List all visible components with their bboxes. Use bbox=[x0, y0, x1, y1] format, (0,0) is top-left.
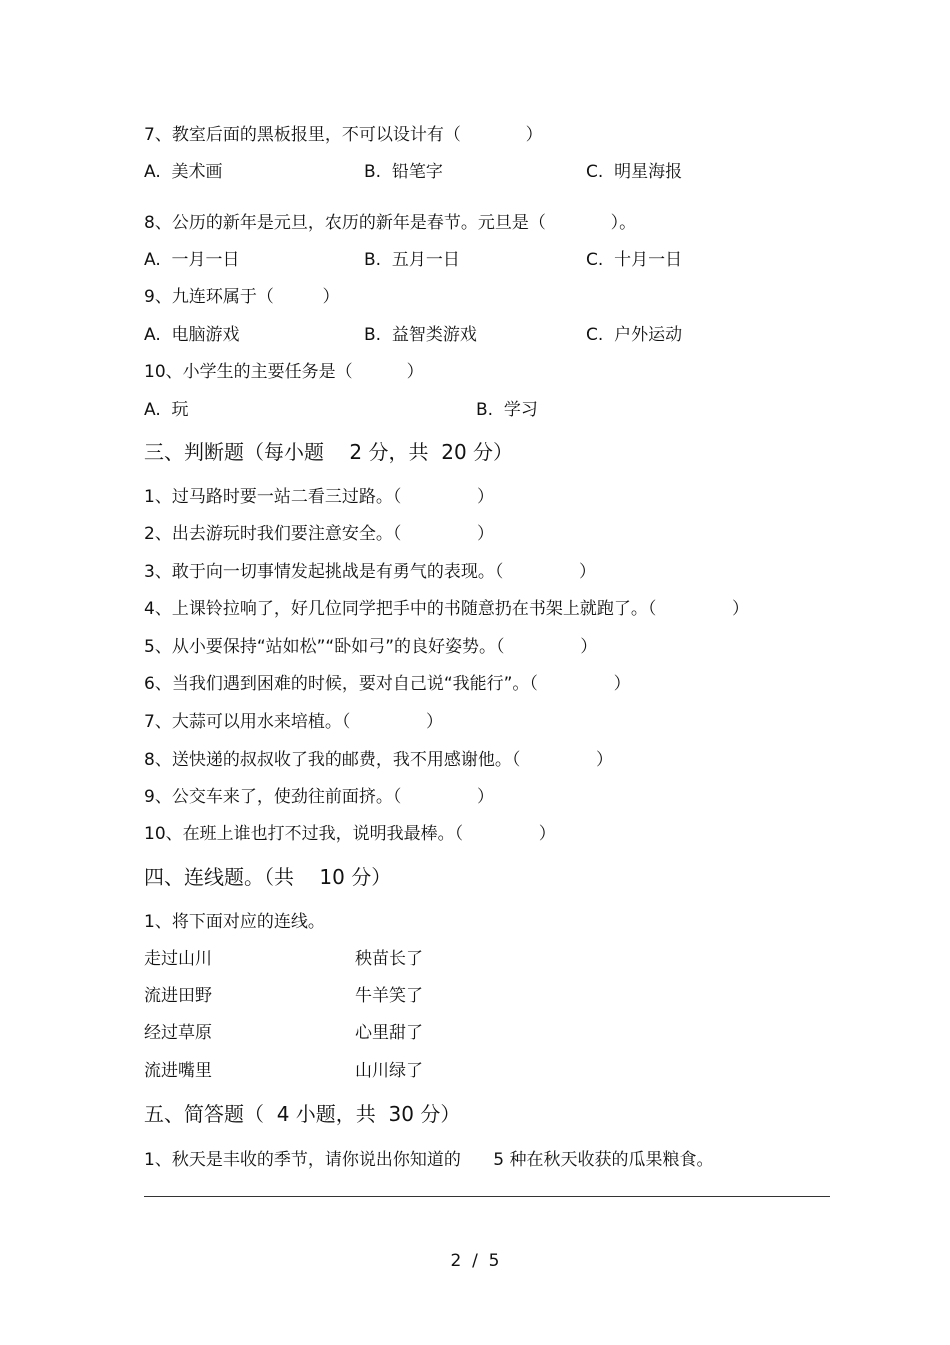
matching-instruction: 1、将下面对应的连线。 bbox=[144, 912, 325, 932]
match-right-item: 心里甜了 bbox=[355, 1023, 423, 1043]
match-right-item: 山川绿了 bbox=[355, 1061, 423, 1081]
option-a: A. 美术画 bbox=[144, 162, 223, 182]
answer-line bbox=[144, 1196, 830, 1197]
option-b: B. 学习 bbox=[476, 400, 538, 420]
match-left-item: 流进嘴里 bbox=[144, 1061, 212, 1081]
judgement-item: 3、敢于向一切事情发起挑战是有勇气的表现。（ ） bbox=[144, 562, 596, 582]
question-10: 10、小学生的主要任务是（ ） bbox=[144, 362, 424, 382]
match-left-item: 走过山川 bbox=[144, 949, 212, 969]
option-c: C. 十月一日 bbox=[586, 250, 683, 270]
option-c: C. 户外运动 bbox=[586, 325, 683, 345]
option-a: A. 电脑游戏 bbox=[144, 325, 240, 345]
page-number: 2 / 5 bbox=[450, 1251, 500, 1271]
section-4-title: 四、连线题。（共 10 分） bbox=[144, 865, 392, 889]
match-left-item: 流进田野 bbox=[144, 986, 212, 1006]
question-9: 9、九连环属于（ ） bbox=[144, 287, 340, 307]
section-5-title: 五、简答题（ 4 小题，共 30 分） bbox=[144, 1102, 461, 1126]
match-right-item: 秧苗长了 bbox=[355, 949, 423, 969]
judgement-item: 5、从小要保持“站如松”“卧如弓”的良好姿势。（ ） bbox=[144, 637, 598, 657]
judgement-item: 7、大蒜可以用水来培植。（ ） bbox=[144, 712, 443, 732]
option-a: A. 一月一日 bbox=[144, 250, 240, 270]
option-c: C. 明星海报 bbox=[586, 162, 683, 182]
judgement-item: 9、公交车来了，使劲往前面挤。（ ） bbox=[144, 787, 494, 807]
question-8: 8、公历的新年是元旦，农历的新年是春节。元旦是（ ）。 bbox=[144, 213, 637, 233]
section-3-title: 三、判断题（每小题 2 分，共 20 分） bbox=[144, 440, 514, 464]
judgement-item: 2、出去游玩时我们要注意安全。（ ） bbox=[144, 524, 494, 544]
judgement-item: 10、在班上谁也打不过我，说明我最棒。（ ） bbox=[144, 824, 556, 844]
option-b: B. 益智类游戏 bbox=[364, 325, 477, 345]
judgement-item: 6、当我们遇到困难的时候，要对自己说“我能行”。（ ） bbox=[144, 674, 631, 694]
match-left-item: 经过草原 bbox=[144, 1023, 212, 1043]
match-right-item: 牛羊笑了 bbox=[355, 986, 423, 1006]
question-7: 7、教室后面的黑板报里，不可以设计有（ ） bbox=[144, 125, 543, 145]
judgement-item: 4、上课铃拉响了，好几位同学把手中的书随意扔在书架上就跑了。（ ） bbox=[144, 599, 749, 619]
short-answer-question-1: 1、秋天是丰收的季节，请你说出你知道的 5 种在秋天收获的瓜果粮食。 bbox=[144, 1150, 714, 1170]
judgement-item: 1、过马路时要一站二看三过路。（ ） bbox=[144, 487, 494, 507]
option-a: A. 玩 bbox=[144, 400, 189, 420]
option-b: B. 铅笔字 bbox=[364, 162, 443, 182]
judgement-item: 8、送快递的叔叔收了我的邮费，我不用感谢他。（ ） bbox=[144, 750, 613, 770]
option-b: B. 五月一日 bbox=[364, 250, 460, 270]
